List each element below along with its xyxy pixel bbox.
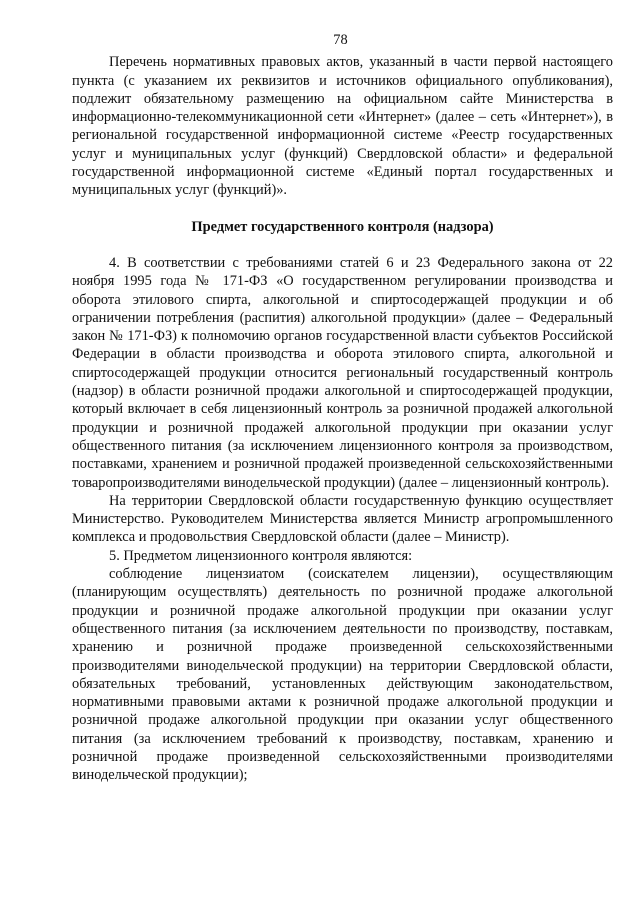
paragraph-item-4: 4. В соответствии с требованиями статей 6 и 23 Федерального закона от 22 ноября 1995 года № 171-ФЗ «О государственном регулировании производства и оборота этилового спирта, алкогольной и спиртосодержащей продукции и об ограничении потребления (распития) алкогольной продукции» (далее – Федеральный закон № 171-ФЗ) к полномочию органов государственной власти субъектов Российской Федерации в области производства и оборота этилового спирта, алкогольной и спиртосодержащей продукции относится региональный государственный контроль (надзор) в области розничной продажи алкогольной и спиртосодержащей продукции, который включает в себя лицензионный контроль за розничной продажей алкогольной продукции и розничной продажей алкогольной продукции при оказании услуг общественного питания (за исключением лицензионного контроля за производством, поставками, хранением и розничной продажей произведенной сельскохозяйственными товаропроизводителями винодельческой продукции) (далее – лицензионный контроль). (72, 254, 613, 491)
paragraph-item-5: 5. Предметом лицензионного контроля являются: (109, 547, 413, 564)
paragraph-ministry-function: На территории Свердловской области государственную функцию осуществляет Министерство. Руководителем Министерства является Министр агропромышленного комплекса и продовольствия Свердловской области (далее – Министр). (72, 492, 613, 546)
section-heading: Предмет государственного контроля (надзора) (191, 218, 494, 235)
paragraph-compliance-subject: соблюдение лицензиатом (соискателем лицензии), осуществляющим (планирующим осуществлять) деятельность по розничной продаже алкогольной продукции и розничной продаже алкогольной продукции при оказании услуг общественного питания (за исключением деятельности по производству, поставкам, хранению и розничной продаже произведенной сельскохозяйственными производителями винодельческой продукции) на территории Свердловской области, обязательных требований, установленных действующим законодательством, нормативными правовыми актами к розничной продаже алкогольной продукции и розничной продаже алкогольной продукции при оказании услуг общественного питания (за исключением требований к производству, поставкам, хранению и розничной продаже произведенной сельскохозяйственными производителями винодельческой продукции); (72, 566, 613, 784)
paragraph-legal-acts-list: Перечень нормативных правовых актов, указанный в части первой настоящего пункта (с указанием их реквизитов и источников официального опубликования), подлежит обязательному размещению на официальном сайте Министерства в информационно-телекоммуникационной сети «Интернет» (далее – сеть «Интернет»), в региональной государственной информационной системе «Реестр государственных услуг и муниципальных услуг (функций) Свердловской области» и федеральной государственной информационной системе «Единый портал государственных и муниципальных услуг (функций)». (72, 54, 613, 199)
document-page (72, 31, 613, 785)
page-number: 78 (333, 32, 348, 48)
